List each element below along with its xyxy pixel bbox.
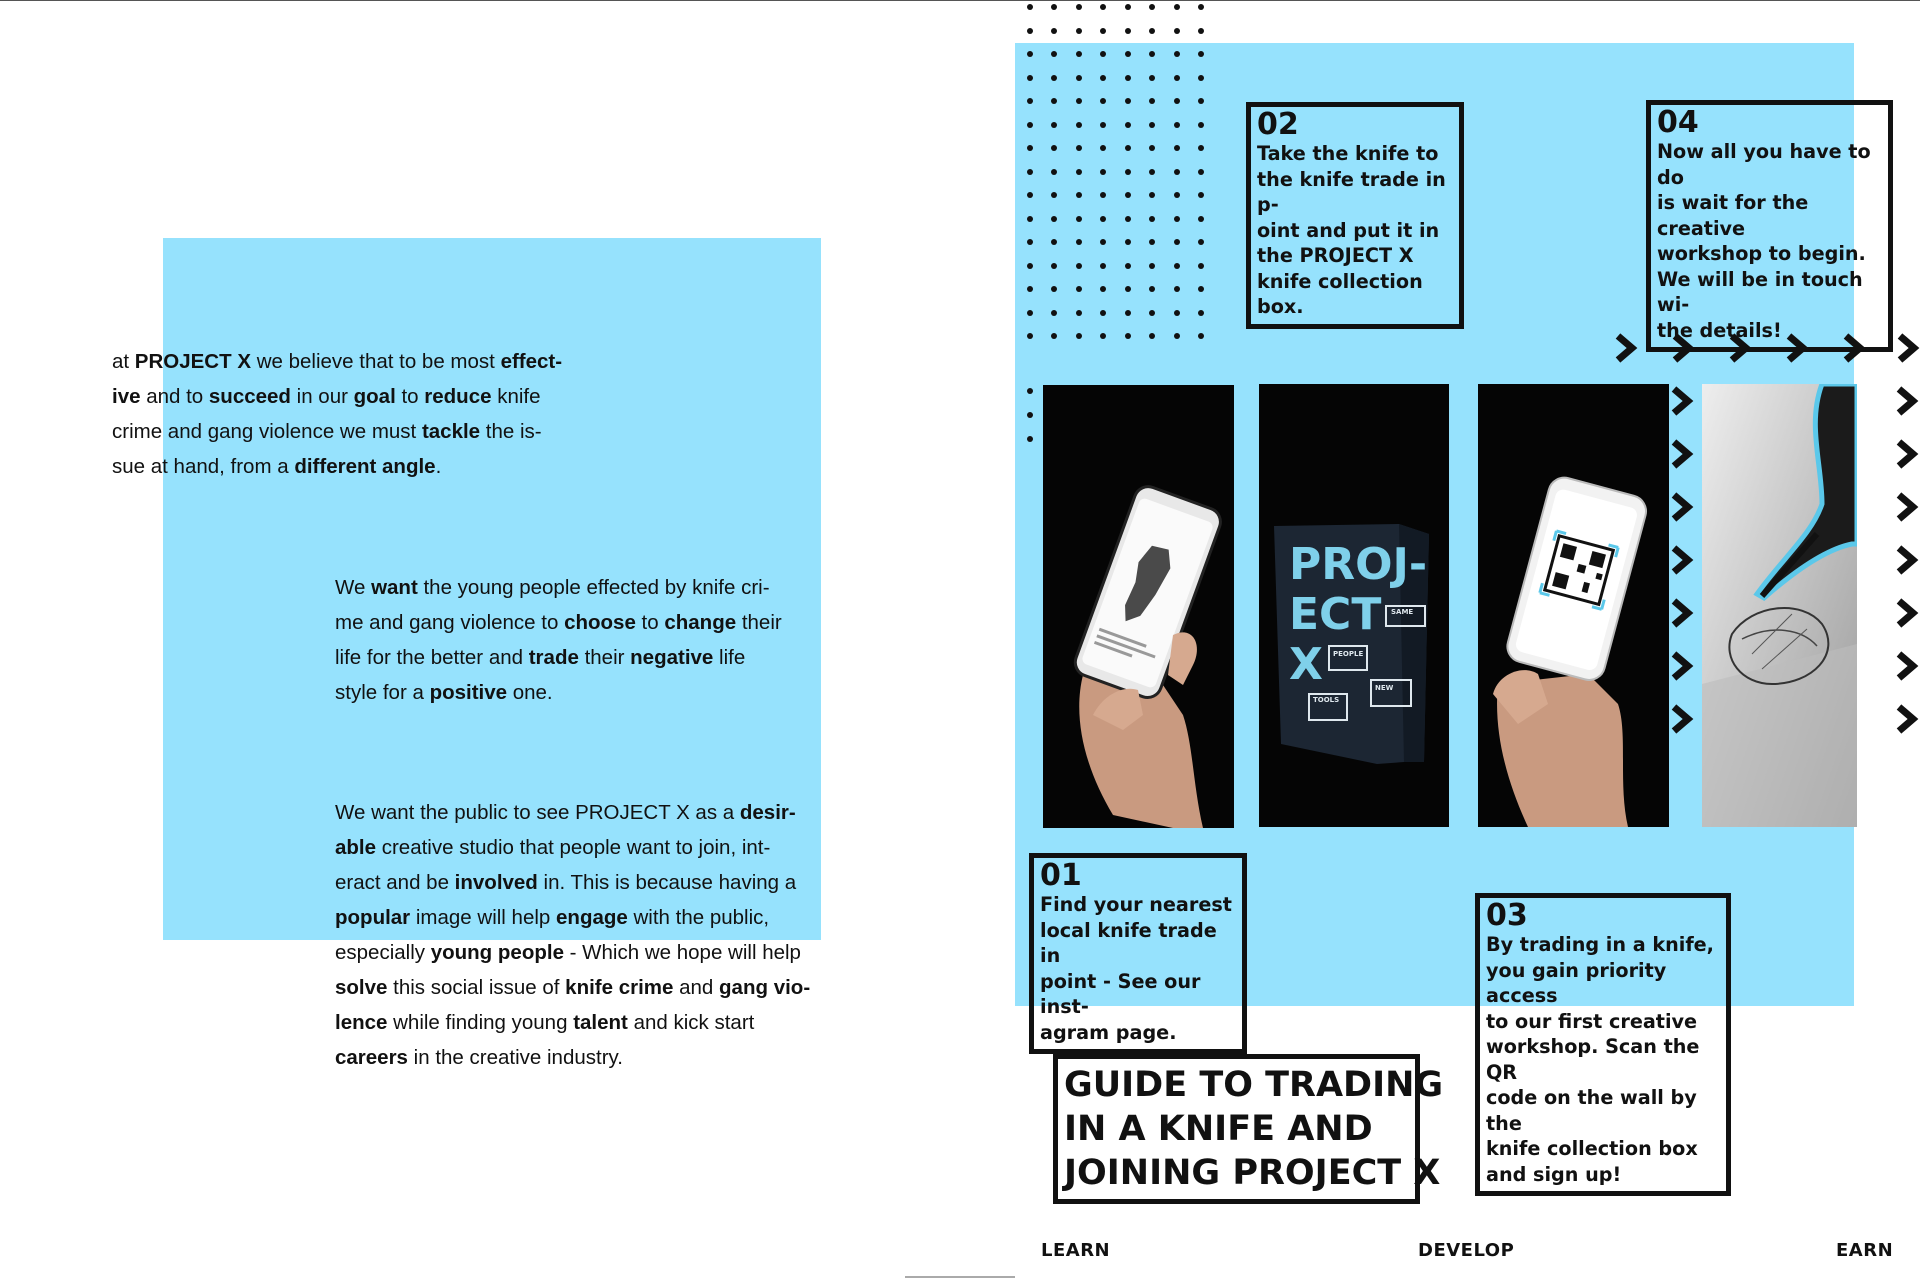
step-03-text: By trading in a knife, you gain priority access to our first creative workshop. Scan the QR code on the wall by the knife collection box and sign up!: [1486, 933, 1714, 1186]
dot: [1076, 216, 1082, 222]
kiosk-line-3: X: [1289, 639, 1323, 690]
dot: [1027, 145, 1033, 151]
intro-paragraph-2: We want the young people effected by knife cri- me and gang violence to choose to change their life for the better and trade their negative life style for a positive one.: [335, 576, 782, 704]
dot: [1027, 122, 1033, 128]
dot: [1100, 239, 1106, 245]
dot: [1076, 51, 1082, 57]
dot: [1100, 51, 1106, 57]
dot: [1149, 263, 1155, 269]
dot: [1076, 333, 1082, 339]
kiosk-tag-same: SAME: [1391, 608, 1414, 616]
dot: [1051, 169, 1057, 175]
dot: [1125, 122, 1131, 128]
dot: [1027, 436, 1033, 442]
chevron-right-icon: [1895, 492, 1920, 522]
dot: [1149, 51, 1155, 57]
nav-develop[interactable]: DEVELOP: [1418, 1240, 1515, 1261]
dot: [1198, 192, 1204, 198]
chevron-right-icon: [1670, 439, 1696, 469]
dot: [1076, 28, 1082, 34]
dot: [1027, 239, 1033, 245]
chevron-right-icon: [1895, 386, 1920, 416]
dot: [1027, 412, 1033, 418]
dot: [1149, 192, 1155, 198]
guide-title-line-1: GUIDE TO TRADING: [1064, 1065, 1444, 1105]
dot: [1027, 169, 1033, 175]
dot: [1051, 122, 1057, 128]
dot: [1125, 51, 1131, 57]
dot: [1149, 239, 1155, 245]
kiosk-line-2: ECT: [1289, 589, 1382, 640]
chevron-right-icon: [1895, 598, 1920, 628]
dot: [1125, 263, 1131, 269]
dot: [1174, 51, 1180, 57]
chevron-right-icon: [1670, 651, 1696, 681]
dot: [1149, 122, 1155, 128]
dot: [1125, 310, 1131, 316]
dot: [1198, 145, 1204, 151]
dot: [1198, 310, 1204, 316]
dot: [1051, 192, 1057, 198]
dot: [1051, 216, 1057, 222]
chevron-right-icon: [1895, 545, 1920, 575]
dot: [1125, 145, 1131, 151]
dot: [1125, 169, 1131, 175]
dot: [1051, 263, 1057, 269]
dot: [1027, 192, 1033, 198]
collection-box-image: [1259, 384, 1449, 827]
dot: [1198, 239, 1204, 245]
dot: [1076, 169, 1082, 175]
dot: [1051, 145, 1057, 151]
dot: [1027, 75, 1033, 81]
chevron-right-icon: [1670, 598, 1696, 628]
dot: [1076, 286, 1082, 292]
chevron-right-icon: [1670, 545, 1696, 575]
chevron-right-icon: [1895, 651, 1920, 681]
dot: [1198, 51, 1204, 57]
dot: [1027, 388, 1033, 394]
dot: [1174, 98, 1180, 104]
dot: [1051, 333, 1057, 339]
dot: [1027, 28, 1033, 34]
dot: [1174, 75, 1180, 81]
dot: [1174, 28, 1180, 34]
dot: [1149, 310, 1155, 316]
dot: [1051, 51, 1057, 57]
chevron-right-icon: [1670, 386, 1696, 416]
dot: [1100, 4, 1106, 10]
step-01-number: 01: [1040, 858, 1082, 893]
dot: [1174, 239, 1180, 245]
dot: [1051, 310, 1057, 316]
dot: [1100, 333, 1106, 339]
chevron-right-icon: [1895, 439, 1920, 469]
dot: [1027, 263, 1033, 269]
nav-earn[interactable]: EARN: [1836, 1240, 1894, 1261]
dot: [1076, 192, 1082, 198]
dot: [1125, 239, 1131, 245]
dot: [1174, 122, 1180, 128]
dot: [1076, 75, 1082, 81]
dot: [1100, 98, 1106, 104]
dot: [1174, 310, 1180, 316]
dot: [1174, 286, 1180, 292]
dot: [1051, 4, 1057, 10]
chevron-right-icon: [1614, 333, 1640, 363]
dot: [1174, 192, 1180, 198]
dot: [1100, 169, 1106, 175]
dot: [1125, 333, 1131, 339]
step-04-box: [1646, 100, 1893, 352]
dot: [1149, 333, 1155, 339]
chevron-right-icon: [1896, 333, 1920, 363]
dot: [1100, 28, 1106, 34]
dot: [1125, 192, 1131, 198]
guide-title: [1053, 1054, 1444, 1204]
dot: [1198, 216, 1204, 222]
dot: [1027, 286, 1033, 292]
dot: [1027, 51, 1033, 57]
dot: [1027, 216, 1033, 222]
kiosk-tag-people: PEOPLE: [1333, 650, 1364, 658]
step-04-text: Now all you have to do is wait for the creative workshop to begin. We will be in touch wi- the details!: [1657, 140, 1871, 342]
dot: [1149, 28, 1155, 34]
dot: [1100, 145, 1106, 151]
dot: [1198, 333, 1204, 339]
dot: [1174, 333, 1180, 339]
dot: [1149, 286, 1155, 292]
intro-paragraph-3: We want the public to see PROJECT X as a desir- able creative studio that people want to join, int- eract and be involved in. This is because having a popular image will help engage with the public, especially young people - Which we hope will help solve this social issue of knife crime and gang vio- lence while finding young talent and kick start careers in the creative industry.: [335, 801, 811, 1069]
dot: [1198, 286, 1204, 292]
dot: [1076, 4, 1082, 10]
dot: [1076, 145, 1082, 151]
chevron-right-icon: [1670, 492, 1696, 522]
step-01-box: [1029, 853, 1247, 1054]
dot: [1198, 122, 1204, 128]
scroll-indicator[interactable]: [905, 1276, 1015, 1278]
dot: [1051, 286, 1057, 292]
dot: [1100, 216, 1106, 222]
kiosk-tag-tools: TOOLS: [1313, 696, 1340, 704]
dot: [1027, 4, 1033, 10]
dot: [1076, 122, 1082, 128]
step-03-number: 03: [1486, 898, 1528, 933]
dot: [1174, 145, 1180, 151]
sketch-hand-image: [1702, 384, 1857, 827]
phone-map-image: [1043, 385, 1234, 828]
dot: [1051, 98, 1057, 104]
dot: [1125, 28, 1131, 34]
kiosk-line-1: PROJ-: [1289, 539, 1428, 590]
dot: [1027, 310, 1033, 316]
dot: [1076, 310, 1082, 316]
step-02-text: Take the knife to the knife trade in p- oint and put it in the PROJECT X knife collection box.: [1257, 142, 1446, 318]
dot: [1076, 239, 1082, 245]
dot: [1149, 169, 1155, 175]
dot: [1174, 4, 1180, 10]
chevron-right-icon: [1670, 704, 1696, 734]
dot: [1027, 333, 1033, 339]
step-02-number: 02: [1257, 107, 1299, 142]
dot: [1027, 98, 1033, 104]
dot: [1198, 4, 1204, 10]
dot: [1100, 122, 1106, 128]
dot: [1198, 169, 1204, 175]
dot: [1051, 75, 1057, 81]
dot: [1100, 263, 1106, 269]
dot: [1100, 75, 1106, 81]
dot: [1100, 286, 1106, 292]
dot: [1198, 75, 1204, 81]
dot: [1198, 98, 1204, 104]
dot: [1149, 216, 1155, 222]
dot: [1125, 216, 1131, 222]
dot: [1125, 75, 1131, 81]
dot: [1125, 286, 1131, 292]
dot: [1125, 98, 1131, 104]
dot: [1149, 4, 1155, 10]
dot: [1076, 98, 1082, 104]
guide-title-line-3: JOINING PROJECT X: [1064, 1153, 1441, 1193]
step-01-text: Find your nearest local knife trade in point - See our inst- agram page.: [1040, 893, 1232, 1044]
dot: [1100, 310, 1106, 316]
step-02-box: [1246, 102, 1464, 329]
dot: [1174, 263, 1180, 269]
dot: [1125, 4, 1131, 10]
dot: [1149, 75, 1155, 81]
phone-qr-image: [1478, 384, 1669, 827]
dot: [1051, 28, 1057, 34]
step-04-number: 04: [1657, 105, 1699, 140]
nav-learn[interactable]: LEARN: [1041, 1240, 1111, 1261]
step-03-box: [1475, 893, 1731, 1196]
dot: [1100, 192, 1106, 198]
dot: [1198, 28, 1204, 34]
dot: [1076, 263, 1082, 269]
dot: [1174, 216, 1180, 222]
intro-paragraph-1: at PROJECT X we believe that to be most effect- ive and to succeed in our goal to reduce knife crime and gang violence we must tackle the is- sue at hand, from a different angle.: [112, 350, 563, 478]
dot: [1149, 98, 1155, 104]
dot: [1174, 169, 1180, 175]
chevron-right-icon: [1895, 704, 1920, 734]
guide-title-line-2: IN A KNIFE AND: [1064, 1109, 1373, 1149]
dot: [1051, 239, 1057, 245]
dot: [1149, 145, 1155, 151]
kiosk-tag-new: NEW: [1375, 684, 1394, 692]
top-border: [0, 0, 1920, 1]
dot: [1198, 263, 1204, 269]
